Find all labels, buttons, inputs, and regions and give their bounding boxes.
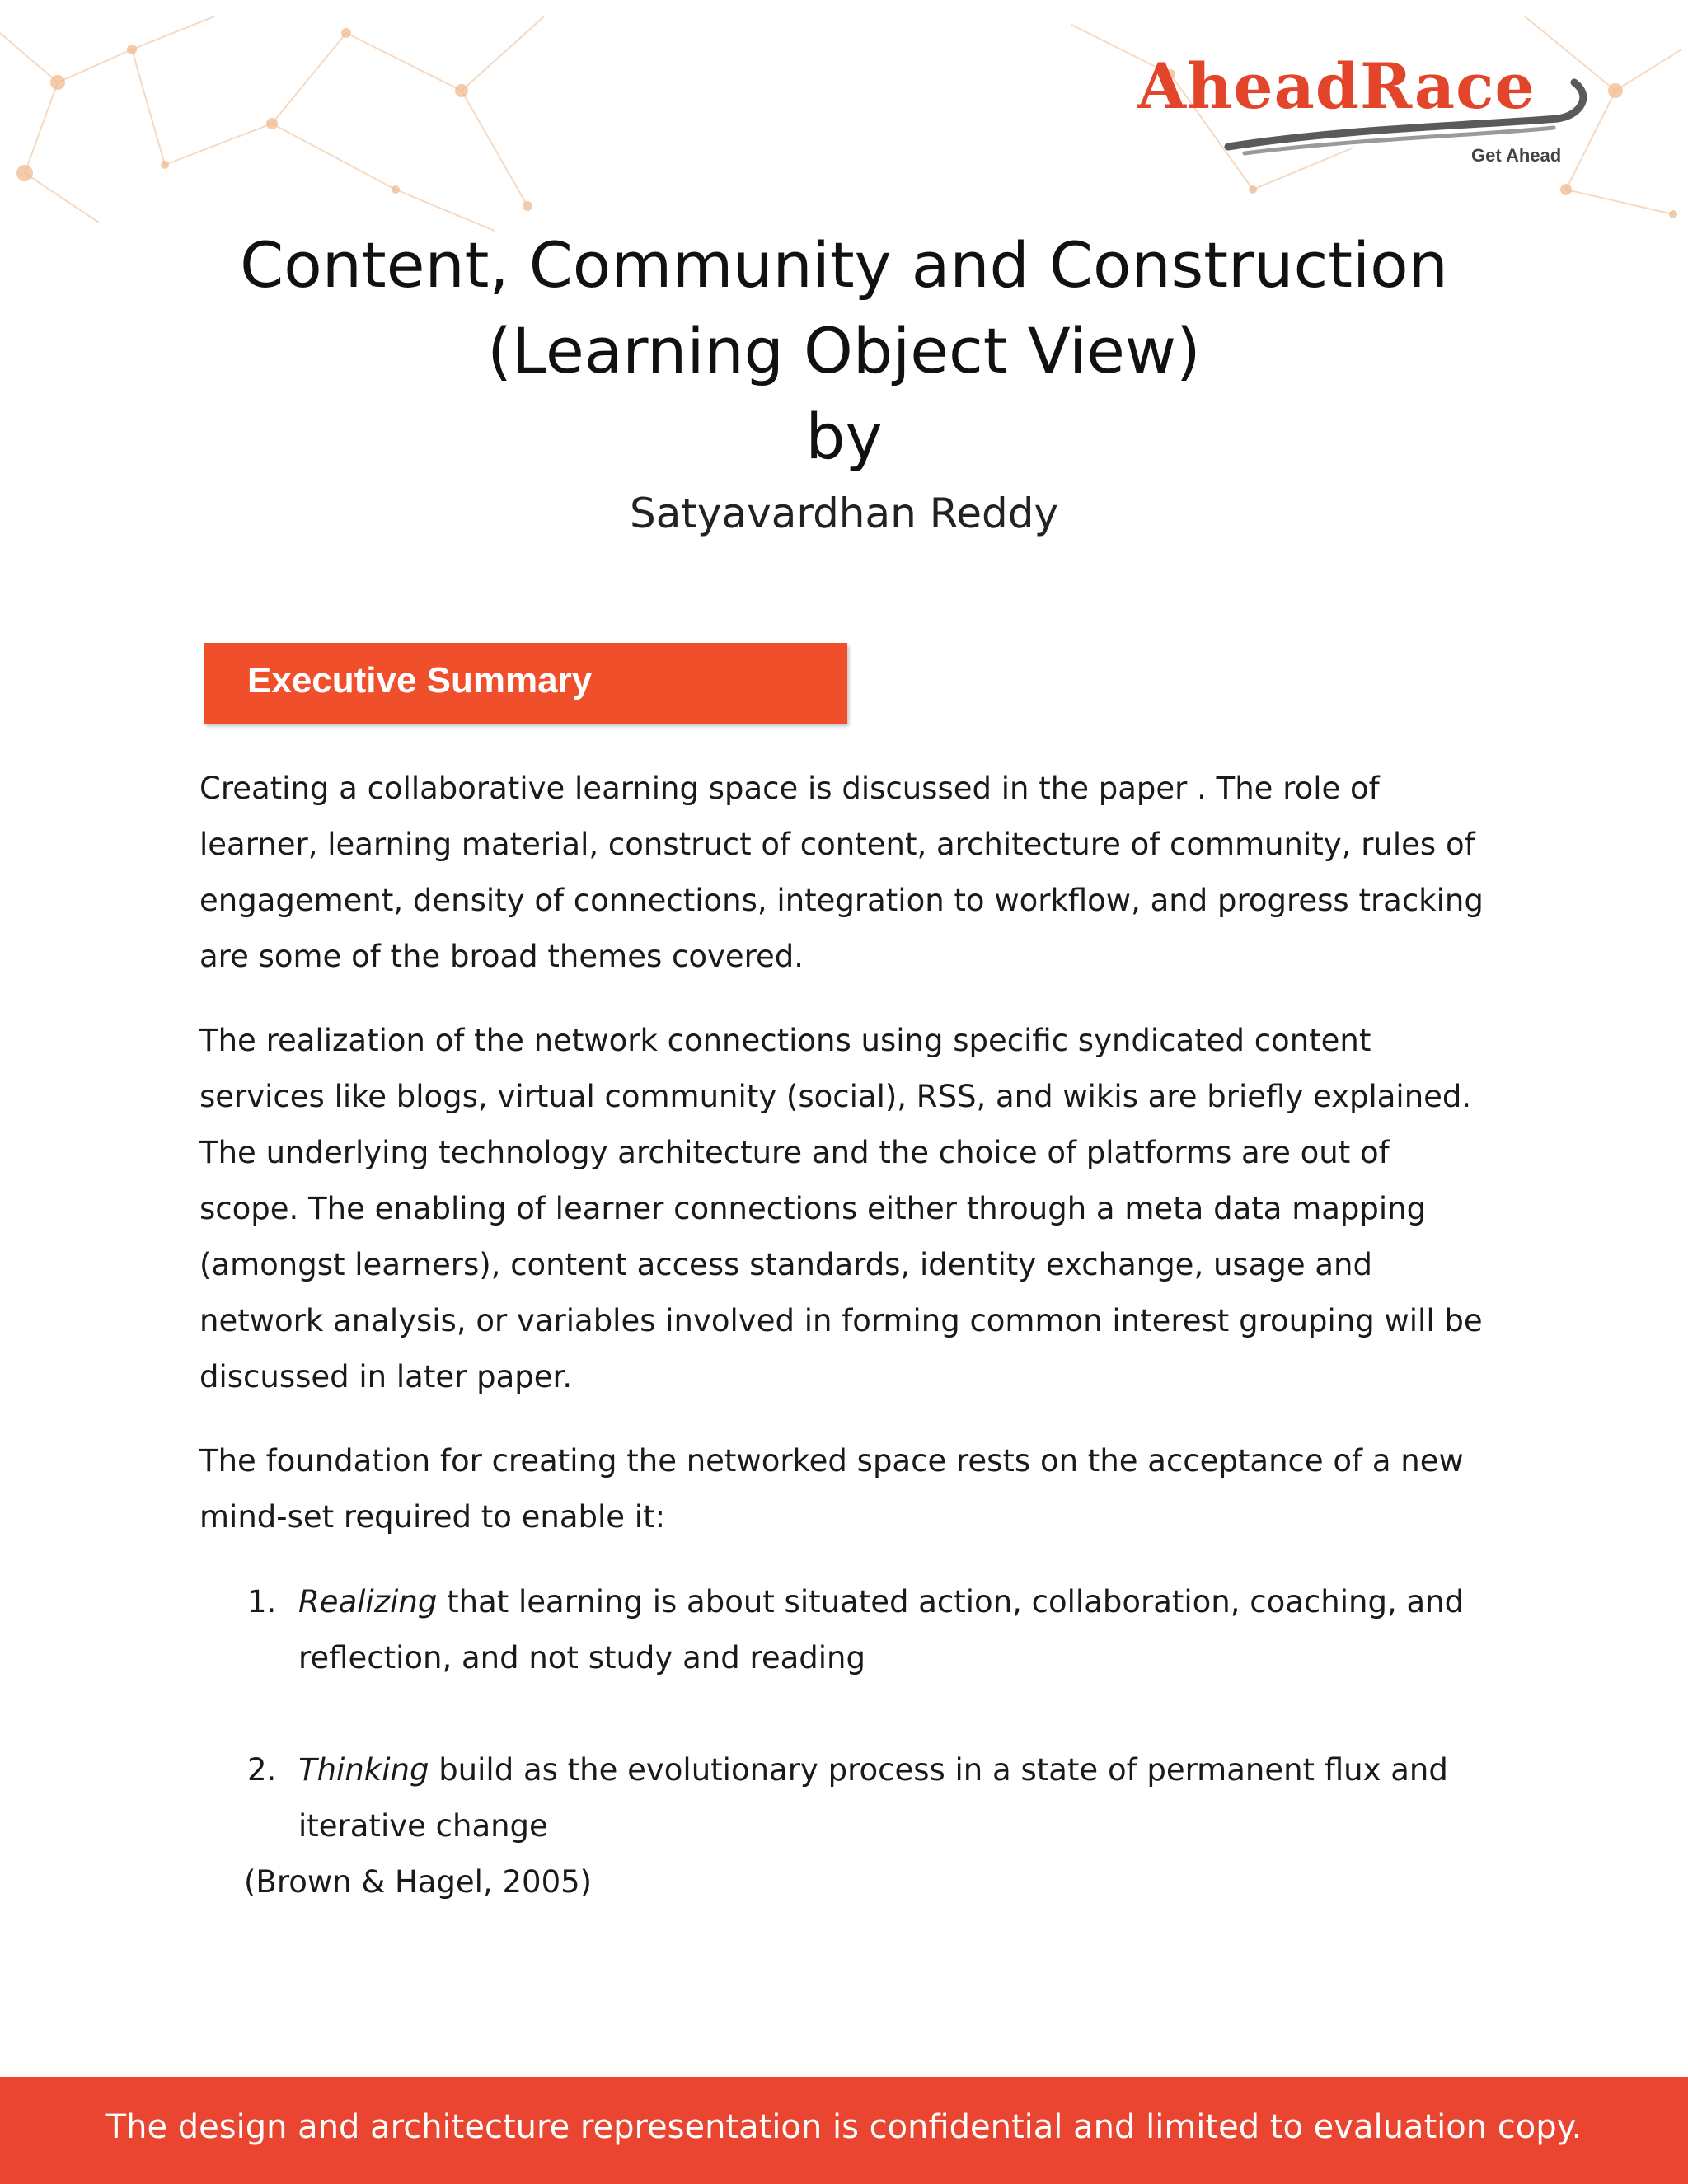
list-number: 2.: [247, 1752, 277, 1788]
footer-disclaimer: The design and architecture representation is confidential and limited to evaluation copy.: [106, 2108, 1582, 2146]
section-heading: Executive Summary: [247, 660, 593, 701]
list-text: [298, 1574, 1469, 1686]
list-emphasis: Thinking: [298, 1752, 429, 1788]
footer-bar: [0, 2077, 1688, 2184]
list-body: build as the evolutionary process in a state of permanent flux and iterative change: [298, 1752, 1448, 1844]
logo-tagline: Get Ahead: [1471, 145, 1562, 166]
author-name: Satyavardhan Reddy: [629, 490, 1059, 537]
list-text: [298, 1742, 1469, 1854]
list-number: 1.: [247, 1584, 277, 1619]
title-line-1: Content, Community and Construction: [240, 228, 1448, 302]
section-banner: [201, 641, 849, 737]
title-line-2: (Learning Object View): [487, 314, 1201, 387]
citation: (Brown & Hagel, 2005): [244, 1864, 593, 1900]
paragraph-2: The realization of the network connections using specific syndicated content services like blogs, virtual community (social), RSS, and wikis are briefly explained. The underlying technology architecture and the choice of platforms are out of scope. The enabling of learner connections either through a meta data mapping (amongst learners), content access standards, identity exchange, usage and network analysis, or variables involved in forming common interest grouping will be discussed in later paper.: [199, 1023, 1483, 1394]
paragraph-1: Creating a collaborative learning space is discussed in the paper . The role of learner, learning material, construct of content, architecture of community, rules of engagement, density of connections, integration to workflow, and progress tracking are some of the broad themes covered.: [199, 771, 1484, 974]
aheadrace-logo: [1129, 49, 1591, 173]
document-title: [0, 223, 1688, 480]
title-line-3: by: [805, 400, 883, 473]
list-body: that learning is about situated action, collaboration, coaching, and reflection, and not study and reading: [298, 1584, 1465, 1675]
logo-wordmark: AheadRace: [1137, 49, 1536, 123]
list-emphasis: Realizing: [298, 1584, 438, 1619]
paragraph-3: The foundation for creating the networked space rests on the acceptance of a new mind-set required to enable it:: [199, 1443, 1464, 1535]
